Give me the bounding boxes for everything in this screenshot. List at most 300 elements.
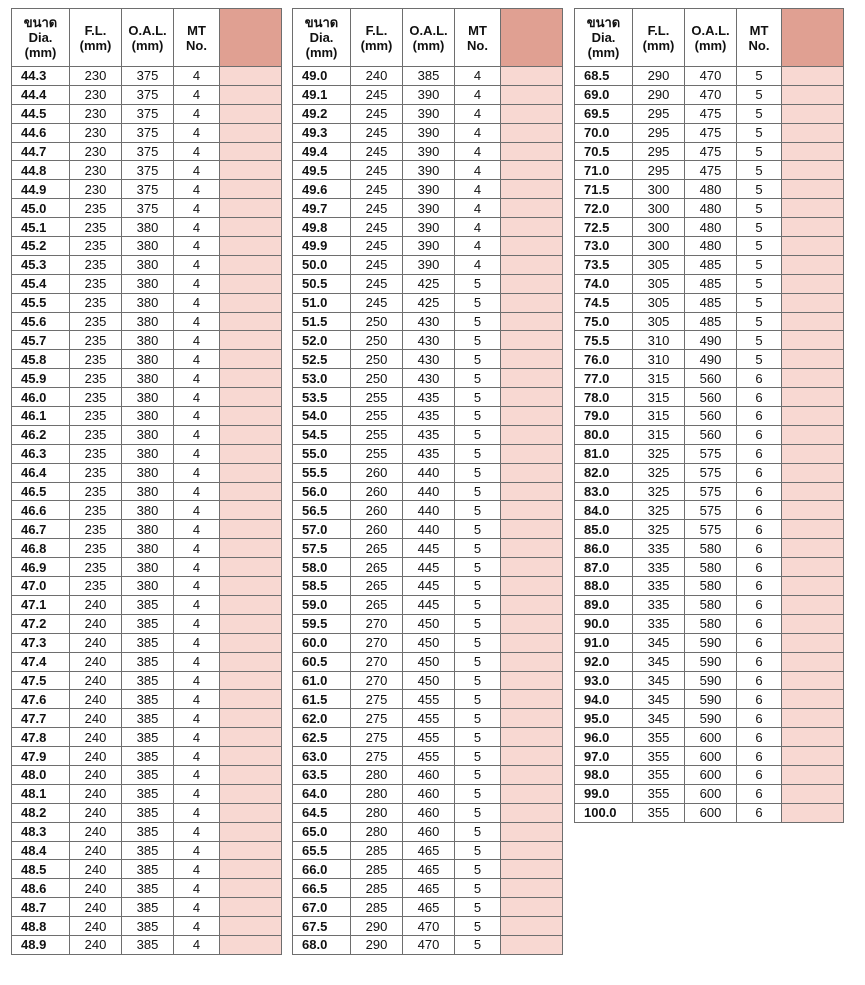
dia-header: ขนาด Dia. (mm) [575, 9, 633, 67]
color-swatch-cell [782, 709, 844, 728]
fl-value: 230 [70, 161, 122, 180]
table-row [575, 539, 844, 558]
mt-value: 4 [455, 85, 501, 104]
dia-value: 51.5 [293, 312, 351, 331]
table-row [575, 369, 844, 388]
dia-value: 70.0 [575, 123, 633, 142]
dia-value: 52.5 [293, 350, 351, 369]
color-swatch-cell [782, 482, 844, 501]
mt-value: 4 [174, 595, 220, 614]
mt-value: 4 [174, 482, 220, 501]
dia-value: 73.0 [575, 237, 633, 256]
color-swatch-cell [220, 822, 282, 841]
mt-header: MT No. [174, 9, 220, 67]
color-swatch-cell [501, 765, 563, 784]
mt-value: 6 [737, 463, 782, 482]
fl-value: 325 [633, 463, 685, 482]
dia-value: 53.5 [293, 388, 351, 407]
oal-value: 475 [685, 123, 737, 142]
oal-value: 380 [122, 237, 174, 256]
table-row [293, 123, 563, 142]
fl-value: 240 [70, 841, 122, 860]
fl-value: 230 [70, 67, 122, 86]
dia-value: 46.5 [12, 482, 70, 501]
table-row [293, 898, 563, 917]
dia-value: 47.1 [12, 595, 70, 614]
color-swatch-cell [220, 407, 282, 426]
table-row [293, 671, 563, 690]
oal-header: O.A.L. (mm) [122, 9, 174, 67]
fl-value: 240 [70, 747, 122, 766]
oal-value: 380 [122, 407, 174, 426]
oal-value: 390 [403, 161, 455, 180]
table-row [12, 765, 282, 784]
oal-value: 460 [403, 765, 455, 784]
mt-value: 5 [455, 917, 501, 936]
dia-header: ขนาด Dia. (mm) [12, 9, 70, 67]
oal-value: 470 [403, 935, 455, 954]
table-row [293, 614, 563, 633]
table-row [12, 898, 282, 917]
mt-value: 4 [174, 161, 220, 180]
dia-value: 71.0 [575, 161, 633, 180]
table-row [12, 539, 282, 558]
dia-value: 45.5 [12, 293, 70, 312]
fl-value: 345 [633, 652, 685, 671]
table-row [293, 218, 563, 237]
oal-value: 385 [122, 709, 174, 728]
mt-value: 5 [737, 67, 782, 86]
mt-value: 5 [455, 577, 501, 596]
oal-value: 480 [685, 237, 737, 256]
fl-value: 270 [351, 671, 403, 690]
color-swatch-cell [220, 879, 282, 898]
table-row [12, 879, 282, 898]
fl-value: 295 [633, 161, 685, 180]
table-row [12, 558, 282, 577]
table-row [12, 237, 282, 256]
dia-value: 51.0 [293, 293, 351, 312]
oal-value: 470 [403, 917, 455, 936]
fl-value: 245 [351, 104, 403, 123]
fl-value: 240 [70, 822, 122, 841]
fl-value: 335 [633, 614, 685, 633]
oal-value: 385 [122, 803, 174, 822]
oal-value: 430 [403, 350, 455, 369]
mt-value: 5 [455, 879, 501, 898]
mt-value: 4 [174, 425, 220, 444]
oal-value: 600 [685, 784, 737, 803]
color-swatch-cell [501, 709, 563, 728]
fl-value: 260 [351, 482, 403, 501]
mt-header: MT No. [737, 9, 782, 67]
dia-value: 62.0 [293, 709, 351, 728]
dia-value: 79.0 [575, 407, 633, 426]
fl-value: 245 [351, 218, 403, 237]
dia-value: 64.5 [293, 803, 351, 822]
color-swatch-cell [501, 199, 563, 218]
table-row [12, 312, 282, 331]
fl-value: 355 [633, 728, 685, 747]
fl-value: 275 [351, 709, 403, 728]
oal-value: 590 [685, 671, 737, 690]
color-swatch-cell [501, 917, 563, 936]
oal-value: 600 [685, 803, 737, 822]
dia-value: 64.0 [293, 784, 351, 803]
oal-value: 385 [122, 728, 174, 747]
fl-value: 335 [633, 558, 685, 577]
fl-value: 240 [70, 803, 122, 822]
table-row [293, 482, 563, 501]
oal-value: 485 [685, 255, 737, 274]
fl-value: 355 [633, 747, 685, 766]
mt-value: 5 [737, 350, 782, 369]
mt-value: 5 [455, 539, 501, 558]
dia-value: 63.0 [293, 747, 351, 766]
color-swatch-cell [501, 274, 563, 293]
color-swatch-cell [501, 67, 563, 86]
table-row [12, 520, 282, 539]
table-row [293, 860, 563, 879]
table-row [575, 331, 844, 350]
oal-value: 440 [403, 463, 455, 482]
mt-value: 5 [737, 199, 782, 218]
table-row [293, 520, 563, 539]
mt-value: 6 [737, 709, 782, 728]
dia-value: 60.5 [293, 652, 351, 671]
table-row [293, 784, 563, 803]
mt-value: 4 [174, 520, 220, 539]
table-row [293, 312, 563, 331]
color-swatch-cell [782, 558, 844, 577]
oal-value: 390 [403, 237, 455, 256]
color-swatch-cell [501, 255, 563, 274]
mt-value: 5 [737, 293, 782, 312]
table-row [575, 784, 844, 803]
color-swatch-cell [782, 255, 844, 274]
dia-value: 47.9 [12, 747, 70, 766]
dia-value: 90.0 [575, 614, 633, 633]
color-swatch-cell [782, 350, 844, 369]
fl-value: 265 [351, 539, 403, 558]
mt-value: 4 [174, 85, 220, 104]
mt-value: 4 [174, 312, 220, 331]
oal-value: 385 [122, 671, 174, 690]
oal-value: 465 [403, 898, 455, 917]
table-row [575, 67, 844, 86]
color-swatch-cell [501, 577, 563, 596]
table-row [12, 671, 282, 690]
fl-value: 240 [70, 784, 122, 803]
oal-value: 380 [122, 274, 174, 293]
fl-value: 240 [70, 765, 122, 784]
oal-value: 430 [403, 312, 455, 331]
oal-value: 455 [403, 690, 455, 709]
table-row [575, 614, 844, 633]
dia-value: 75.0 [575, 312, 633, 331]
oal-value: 380 [122, 331, 174, 350]
mt-value: 5 [455, 709, 501, 728]
fl-value: 265 [351, 558, 403, 577]
oal-value: 385 [122, 747, 174, 766]
mt-value: 4 [174, 463, 220, 482]
dia-value: 50.0 [293, 255, 351, 274]
table-row [12, 274, 282, 293]
oal-value: 375 [122, 180, 174, 199]
table-row [293, 917, 563, 936]
fl-value: 355 [633, 765, 685, 784]
mt-value: 5 [455, 274, 501, 293]
table-row [12, 142, 282, 161]
color-swatch-cell [501, 407, 563, 426]
table-row [293, 577, 563, 596]
color-swatch-cell [220, 860, 282, 879]
mt-value: 5 [455, 293, 501, 312]
table-row [575, 85, 844, 104]
table-row [12, 747, 282, 766]
mt-value: 5 [455, 350, 501, 369]
table-row [293, 331, 563, 350]
fl-value: 245 [351, 161, 403, 180]
mt-value: 5 [737, 312, 782, 331]
mt-value: 5 [737, 331, 782, 350]
oal-value: 385 [122, 765, 174, 784]
dia-value: 54.5 [293, 425, 351, 444]
oal-value: 590 [685, 690, 737, 709]
table-row [293, 879, 563, 898]
dia-value: 60.0 [293, 633, 351, 652]
mt-value: 4 [174, 104, 220, 123]
color-swatch-cell [220, 482, 282, 501]
mt-value: 5 [737, 237, 782, 256]
mt-value: 4 [174, 444, 220, 463]
fl-value: 245 [351, 293, 403, 312]
table-row [575, 444, 844, 463]
dia-value: 98.0 [575, 765, 633, 784]
fl-value: 325 [633, 501, 685, 520]
table-row [12, 463, 282, 482]
color-swatch-cell [501, 293, 563, 312]
fl-value: 235 [70, 444, 122, 463]
color-swatch-cell [782, 728, 844, 747]
mt-value: 6 [737, 765, 782, 784]
mt-value: 4 [174, 671, 220, 690]
dia-value: 48.7 [12, 898, 70, 917]
color-swatch-cell [782, 67, 844, 86]
mt-value: 6 [737, 633, 782, 652]
color-swatch-cell [220, 463, 282, 482]
table-row [293, 709, 563, 728]
color-swatch-cell [501, 463, 563, 482]
oal-value: 580 [685, 558, 737, 577]
color-swatch-cell [220, 728, 282, 747]
color-swatch-cell [501, 104, 563, 123]
dia-value: 46.7 [12, 520, 70, 539]
color-swatch-cell [501, 539, 563, 558]
oal-value: 375 [122, 199, 174, 218]
oal-value: 455 [403, 709, 455, 728]
oal-value: 590 [685, 633, 737, 652]
color-swatch-header [782, 9, 844, 67]
fl-value: 335 [633, 595, 685, 614]
oal-value: 390 [403, 123, 455, 142]
oal-value: 485 [685, 274, 737, 293]
mt-value: 5 [455, 501, 501, 520]
dia-value: 47.5 [12, 671, 70, 690]
fl-value: 230 [70, 123, 122, 142]
color-swatch-cell [782, 312, 844, 331]
color-swatch-cell [782, 293, 844, 312]
dia-value: 49.0 [293, 67, 351, 86]
color-swatch-cell [220, 123, 282, 142]
table-row [12, 67, 282, 86]
oal-value: 580 [685, 577, 737, 596]
fl-value: 355 [633, 803, 685, 822]
table-row [12, 803, 282, 822]
mt-value: 6 [737, 803, 782, 822]
fl-value: 230 [70, 104, 122, 123]
oal-value: 380 [122, 388, 174, 407]
oal-value: 455 [403, 728, 455, 747]
table-row [293, 255, 563, 274]
mt-value: 6 [737, 747, 782, 766]
table-row [293, 199, 563, 218]
oal-value: 435 [403, 444, 455, 463]
table-row [575, 312, 844, 331]
fl-value: 245 [351, 142, 403, 161]
color-swatch-cell [220, 841, 282, 860]
dia-value: 65.5 [293, 841, 351, 860]
spec-table-3 [574, 8, 844, 823]
table-row [293, 407, 563, 426]
dia-value: 48.9 [12, 935, 70, 954]
fl-value: 290 [633, 85, 685, 104]
mt-header: MT No. [455, 9, 501, 67]
oal-value: 380 [122, 218, 174, 237]
table-row [293, 350, 563, 369]
dia-value: 75.5 [575, 331, 633, 350]
mt-value: 5 [455, 935, 501, 954]
oal-value: 385 [122, 595, 174, 614]
table-row [12, 577, 282, 596]
fl-value: 230 [70, 85, 122, 104]
oal-value: 380 [122, 520, 174, 539]
table-row [575, 501, 844, 520]
oal-value: 380 [122, 350, 174, 369]
table-row [12, 331, 282, 350]
mt-value: 4 [455, 142, 501, 161]
color-swatch-cell [501, 85, 563, 104]
dia-value: 47.4 [12, 652, 70, 671]
oal-value: 485 [685, 312, 737, 331]
table-row [293, 633, 563, 652]
mt-value: 6 [737, 652, 782, 671]
fl-value: 335 [633, 577, 685, 596]
mt-value: 6 [737, 388, 782, 407]
table-row [575, 407, 844, 426]
mt-value: 5 [455, 803, 501, 822]
dia-value: 45.7 [12, 331, 70, 350]
fl-value: 345 [633, 633, 685, 652]
table-row [12, 595, 282, 614]
fl-value: 240 [70, 935, 122, 954]
table-row [293, 369, 563, 388]
oal-value: 485 [685, 293, 737, 312]
oal-value: 470 [685, 67, 737, 86]
oal-value: 435 [403, 407, 455, 426]
mt-value: 4 [174, 539, 220, 558]
color-swatch-cell [782, 444, 844, 463]
mt-value: 6 [737, 671, 782, 690]
fl-value: 260 [351, 501, 403, 520]
color-swatch-cell [782, 577, 844, 596]
mt-value: 4 [174, 67, 220, 86]
mt-value: 4 [174, 709, 220, 728]
dia-value: 87.0 [575, 558, 633, 577]
mt-value: 4 [174, 274, 220, 293]
dia-value: 56.0 [293, 482, 351, 501]
oal-value: 475 [685, 142, 737, 161]
mt-value: 4 [174, 388, 220, 407]
oal-value: 390 [403, 218, 455, 237]
color-swatch-cell [220, 312, 282, 331]
table-row [12, 784, 282, 803]
fl-value: 240 [70, 595, 122, 614]
fl-value: 240 [70, 690, 122, 709]
fl-value: 235 [70, 501, 122, 520]
color-swatch-cell [220, 331, 282, 350]
oal-value: 375 [122, 142, 174, 161]
color-swatch-cell [220, 539, 282, 558]
table-row [575, 425, 844, 444]
table-row [575, 104, 844, 123]
oal-value: 385 [122, 879, 174, 898]
fl-value: 310 [633, 350, 685, 369]
color-swatch-cell [501, 803, 563, 822]
oal-value: 385 [403, 67, 455, 86]
oal-value: 430 [403, 331, 455, 350]
table-row [293, 765, 563, 784]
table-row [12, 350, 282, 369]
color-swatch-header [501, 9, 563, 67]
dia-value: 66.5 [293, 879, 351, 898]
mt-value: 4 [455, 161, 501, 180]
color-swatch-cell [782, 803, 844, 822]
table-row [12, 407, 282, 426]
dia-value: 69.0 [575, 85, 633, 104]
dia-value: 49.1 [293, 85, 351, 104]
table-row [293, 444, 563, 463]
dia-value: 45.2 [12, 237, 70, 256]
dia-value: 49.4 [293, 142, 351, 161]
dia-value: 72.5 [575, 218, 633, 237]
oal-value: 450 [403, 633, 455, 652]
table-row [12, 123, 282, 142]
dia-header: ขนาด Dia. (mm) [293, 9, 351, 67]
dia-value: 49.3 [293, 123, 351, 142]
dia-value: 48.0 [12, 765, 70, 784]
dia-value: 58.5 [293, 577, 351, 596]
table-row [12, 85, 282, 104]
fl-value: 235 [70, 369, 122, 388]
mt-value: 5 [455, 369, 501, 388]
mt-value: 4 [174, 558, 220, 577]
table-row [293, 539, 563, 558]
table-row [12, 369, 282, 388]
fl-value: 300 [633, 218, 685, 237]
mt-value: 5 [455, 444, 501, 463]
table-row [293, 501, 563, 520]
